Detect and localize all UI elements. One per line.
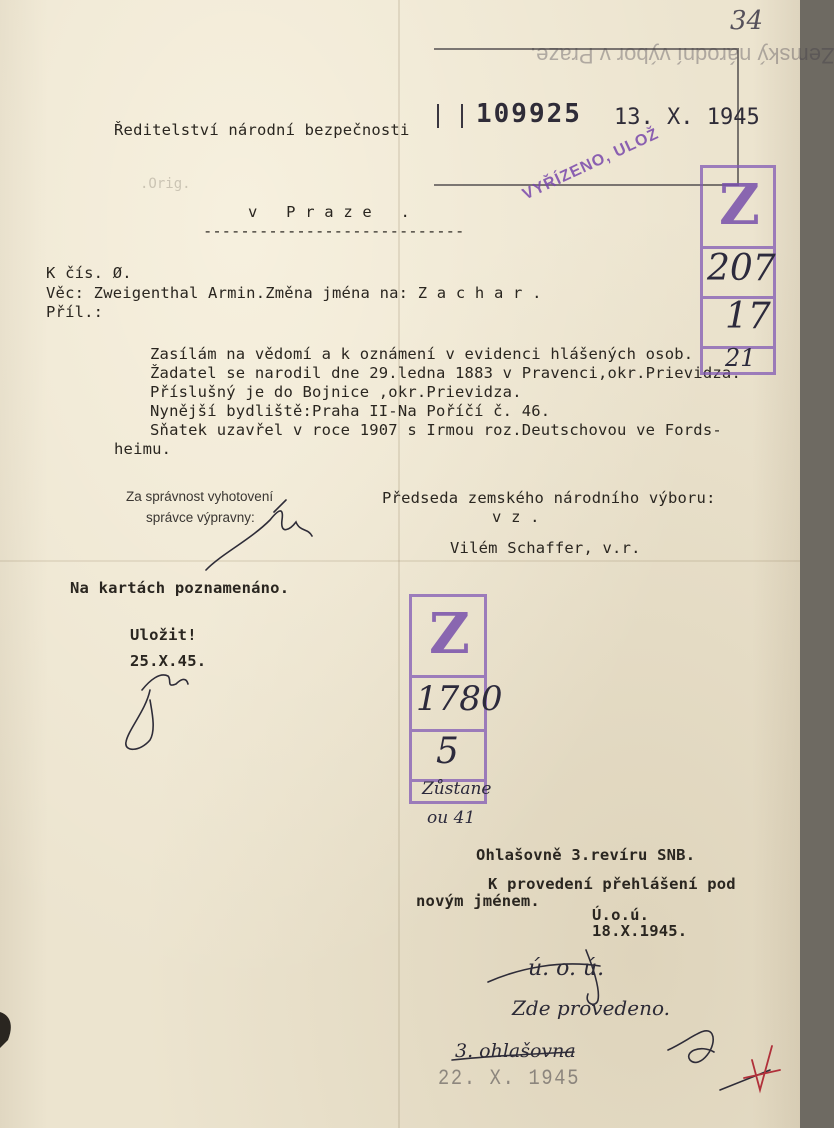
violet-stamp-text: VYŘÍZENO, ULOŽ (520, 125, 662, 204)
addressee-line1: Ředitelství národní bezpečnosti (114, 121, 410, 139)
body-line-1: Zasílám na vědomí a k oznámení v evidenci hlášených osob. (150, 345, 694, 363)
z-center-note-1: Zůstane (422, 779, 492, 799)
z-center-cell-1: 1780 (416, 679, 503, 719)
file-date: 25.X.45. (130, 652, 207, 670)
received-date-stamp: 22. X. 1945 (438, 1066, 581, 1091)
body-line-2: Žadatel se narodil dne 29.ledna 1883 v Pravenci,okr.Prievidza. (150, 364, 741, 382)
reference-number: K čís. Ø. (46, 264, 132, 282)
body-line-3: Příslušný je do Bojnice ,okr.Prievidza. (150, 383, 522, 401)
chairman-name: Vilém Schaffer, v.r. (450, 539, 641, 557)
handwritten-done: Zde provedeno. (512, 996, 670, 1020)
registry-date: 13. X. 1945 (614, 105, 760, 130)
lower-line-4: Ú.o.ú. (592, 906, 650, 924)
signature-clerk (206, 500, 312, 570)
z-right-cell-1: 207 (707, 248, 776, 289)
cards-note: Na kartách poznamenáno. (70, 579, 290, 597)
subject-line: Věc: Zweigenthal Armin.Změna jména na: Z a c h a r . (46, 284, 542, 302)
handwritten-uou: ú. o. ú. (528, 956, 605, 981)
signature-bottom-right (668, 1031, 770, 1090)
z-letter-right: Z (719, 172, 760, 238)
addressee-underline: ---------------------------- (203, 222, 465, 240)
office-underline (452, 1052, 574, 1060)
registry-number: 109925 (476, 99, 582, 129)
addressee-line2: v P r a z e . (248, 203, 411, 221)
signature-uou (488, 950, 600, 1004)
signature-filing (126, 675, 188, 749)
chairman-title: Předseda zemského národního výboru: (382, 489, 716, 507)
bleed-through-1: .Orig. (140, 176, 191, 192)
paper-edge-hole (0, 1012, 11, 1048)
page-number: 34 (730, 6, 764, 36)
stamp-header: Zemský národní výbor v Praze. (530, 43, 834, 68)
z-letter-center: Z (429, 601, 470, 667)
lower-line-2: K provedení přehlášení pod (488, 875, 736, 893)
body-line-6: heimu. (114, 440, 172, 458)
red-check-mark (744, 1046, 780, 1090)
body-line-5: Sňatek uzavřel v roce 1907 s Irmou roz.Deutschovou ve Fords- (150, 421, 722, 439)
z-right-cell-2: 17 (725, 296, 771, 337)
correctness-label-1: Za správnost vyhotovení (126, 489, 274, 504)
z-center-cell-2: 5 (436, 731, 459, 772)
lower-line-3: novým jménem. (416, 892, 540, 910)
z-right-cell-3: 21 (725, 344, 756, 372)
lower-line-5: 18.X.1945. (592, 922, 688, 940)
lower-line-1: Ohlašovně 3.revíru SNB. (476, 846, 696, 864)
z-center-note-2: ou 41 (427, 808, 476, 828)
file-note: Uložit! (130, 626, 197, 644)
correctness-label-2: správce výpravny: (146, 510, 255, 525)
body-line-4: Nynější bydliště:Praha II-Na Poříčí č. 46. (150, 402, 551, 420)
handwritten-office: 3. ohlašovna (455, 1040, 576, 1062)
attachments-line: Příl.: (46, 303, 104, 321)
chairman-vz: v z . (492, 508, 540, 526)
